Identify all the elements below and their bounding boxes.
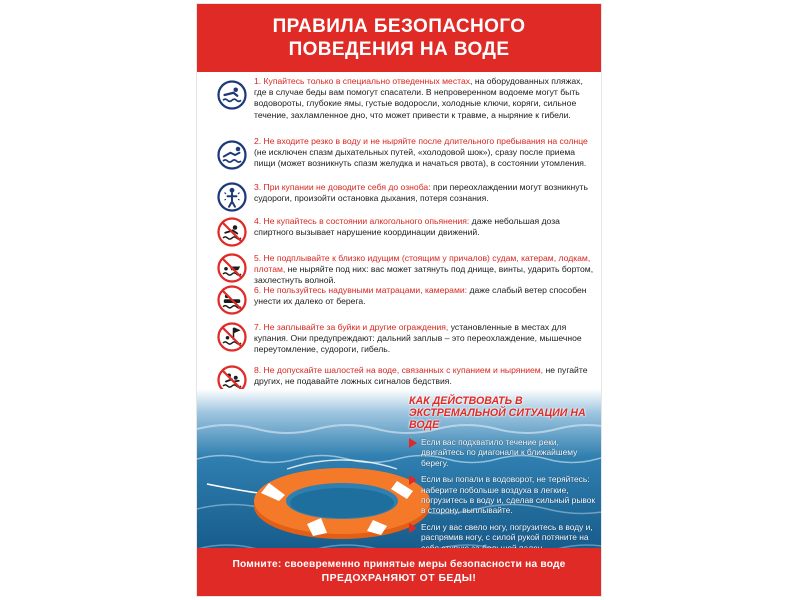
poster-title-line2: ПОВЕДЕНИЯ НА ВОДЕ [288,39,510,60]
tip-item [409,474,597,516]
rule-body: при переохлаждении могут возникнуть судороги, произойти остановка дыхания, потеря сознания. [254,182,588,204]
poster-header [197,4,601,72]
rule-text [254,322,594,356]
footer-line2: ПРЕДОХРАНЯЮТ ОТ БЕДЫ! [321,573,477,584]
extreme-title: КАК ДЕЙСТВОВАТЬ В ЭКСТРЕМАЛЬНОЙ СИТУАЦИИ НА ВОДЕ [409,395,586,431]
extreme-situation-block [409,395,597,553]
rule-highlight: 2. Не входите резко в воду и не ныряйте после длительного пребывания на солнце [254,136,588,146]
tip-item [409,437,597,468]
arrow-right-icon [409,438,417,448]
rule-highlight: 7. Не заплывайте за буйки и другие ограждения, [254,322,449,332]
safety-poster [197,4,601,596]
rule-body: установленные в местах для купания. Они предупреждают: дальний заплыв – это переохлаждение, мышечное переутомление, судороги, гибель. [254,322,582,355]
rule-highlight: 4. Не купайтесь в состоянии алкогольного опьянения: [254,216,470,226]
rule-body: , на оборудованных пляжах, где в случае беды вам помогут спасатели. В непроверенном водоеме могут быть водовороты, глубокие ямы, густые водоросли, холодные ключи, коряги, сильное течение, захламленное дно, что может привести к травме, а ныряние к гибели. [254,76,583,120]
rule-text [254,216,594,238]
tip-text: Если у вас свело ногу, погрузитесь в воду и, распрямив ногу, с силой рукой потяните на [421,521,593,543]
no-swimming-past-buoys-icon [217,322,247,352]
no-swimming-near-boats-icon [217,253,247,283]
swimmer-icon [217,80,247,110]
rule-text [254,76,594,121]
rule-body: не пугайте других, не подавайте ложных сигналов бедствия. [254,365,588,387]
sunbathing-swimmer-icon [217,140,247,170]
rule-text [254,136,594,170]
rule-highlight: 6. Не пользуйтесь надувными матрацами, камерами: [254,285,468,295]
rule-text [254,285,594,307]
tip-text: Если вы попали в водоворот, не теряйтесь: наберите побольше воздуха в легкие, погрузитесь в воду и, сделав сильный рывок в сторону, выплывайте. [421,474,596,516]
footer-line1: Помните: своевременно принятые меры безопасности на воде [232,559,566,570]
poster-title-line1: ПРАВИЛА БЕЗОПАСНОГО [272,16,526,37]
rule-highlight: 3. При купании не доводите себя до озноба: [254,182,431,192]
rule-body: даже слабый ветер способен унести их далеко от берега. [254,285,587,307]
rule-text [254,253,594,287]
rule-highlight: 1. Купайтесь только в специально отведенных местах [254,76,471,86]
arrow-right-icon [409,523,417,533]
shivering-person-icon [217,182,247,212]
poster-footer [197,548,601,596]
rule-text [254,182,594,204]
no-drunk-swimming-icon [217,217,247,247]
no-inflatable-mattress-icon [217,285,247,315]
arrow-right-icon [409,475,417,485]
rule-highlight: 8. Не допускайте шалостей на воде, связанных с купанием и нырянием, [254,365,544,375]
rule-highlight: 5. Не подплывайте к близко идущим (стоящим у причалов) судам, катерам, лодкам, плотам, [254,253,591,275]
rule-body: даже небольшая доза спиртного вызывает нарушение координации движений. [254,216,560,238]
rule-text [254,365,594,387]
rule-body: (не исключен спазм дыхательных путей, «холодовой шок»), сразу после приема пищи (может возникнуть спазм желудка и начаться рвота), в состоянии утомления. [254,147,587,169]
tip-text: Если вас подхватило течение реки, двигайтесь по диагонали к ближайшему берегу. [421,437,578,468]
rule-body: не ныряйте под них: вас может затянуть под днище, винты, ударить бортом, захлестнуть волной. [254,264,594,286]
